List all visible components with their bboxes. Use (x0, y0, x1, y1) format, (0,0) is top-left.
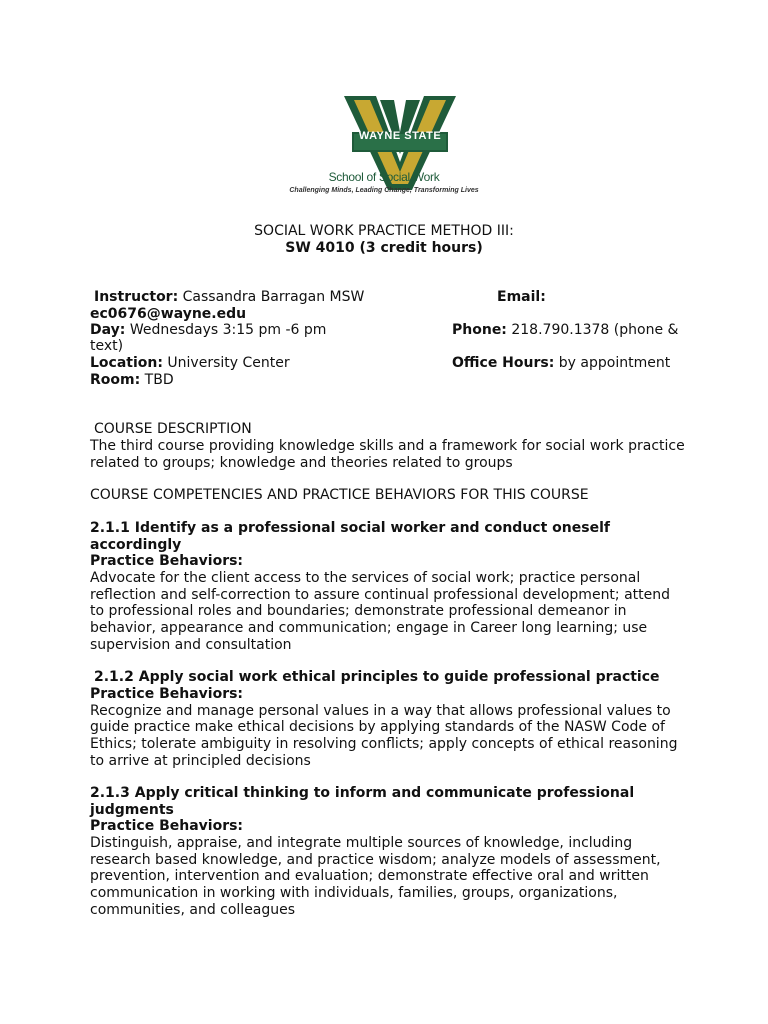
section-line: guide practice make ethical decisions by applying standards of the NASW Code of (90, 719, 665, 735)
section-title: accordingly (90, 537, 182, 553)
section-line: Ethics; tolerate ambiguity in resolving conflicts; apply concepts of ethical reasoning (90, 736, 678, 752)
section-line: to professional roles and boundaries; demonstrate professional demeanor in (90, 603, 627, 619)
logo-tagline: Challenging Minds, Leading Change, Transforming Lives (289, 187, 479, 194)
phone-continued: text) (90, 338, 124, 354)
office-hours-line: Office Hours: by appointment (452, 355, 671, 371)
section-line: communication in working with individuals, families, groups, organizations, (90, 885, 618, 901)
course-code: SW 4010 (3 credit hours) (285, 240, 483, 256)
section-title: judgments (90, 802, 174, 818)
room-line: Room: TBD (90, 372, 174, 388)
course-description-heading: COURSE DESCRIPTION (94, 421, 252, 437)
course-description-line: related to groups; knowledge and theories related to groups (90, 455, 513, 471)
instructor-line: Instructor: Cassandra Barragan MSW (94, 289, 365, 305)
practice-behaviors-label: Practice Behaviors: (90, 818, 244, 834)
wayne-state-logo (330, 92, 470, 202)
email-value[interactable]: ec0676@wayne.edu (90, 306, 247, 322)
competencies-heading: COURSE COMPETENCIES AND PRACTICE BEHAVIORS FOR THIS COURSE (90, 487, 589, 503)
section-line: prevention, intervention and evaluation; demonstrate effective oral and written (90, 868, 649, 884)
email-label: Email: (497, 289, 546, 305)
section-line: behavior, appearance and communication; engage in Career long learning; use (90, 620, 648, 636)
course-description-line: The third course providing knowledge skills and a framework for social work practice (90, 438, 685, 454)
phone-line: Phone: 218.790.1378 (phone & (452, 322, 679, 338)
section-title: 2.1.2 Apply social work ethical principles to guide professional practice (94, 669, 660, 685)
section-line: communities, and colleagues (90, 902, 296, 918)
logo-wordmark: WAYNE STATE (358, 130, 442, 142)
section-line: Advocate for the client access to the services of social work; practice personal (90, 570, 641, 586)
day-line: Day: Wednesdays 3:15 pm -6 pm (90, 322, 327, 338)
section-title: 2.1.3 Apply critical thinking to inform and communicate professional (90, 785, 635, 801)
section-line: Distinguish, appraise, and integrate multiple sources of knowledge, including (90, 835, 633, 851)
practice-behaviors-label: Practice Behaviors: (90, 553, 244, 569)
section-line: to arrive at principled decisions (90, 753, 311, 769)
section-line: reflection and self-correction to assure continual professional development; attend (90, 587, 671, 603)
location-line: Location: University Center (90, 355, 290, 371)
section-title: 2.1.1 Identify as a professional social worker and conduct oneself (90, 520, 610, 536)
section-line: research based knowledge, and practice wisdom; analyze models of assessment, (90, 852, 661, 868)
section-line: Recognize and manage personal values in a way that allows professional values to (90, 703, 671, 719)
section-line: supervision and consultation (90, 637, 292, 653)
logo-school-name: School of Social Work (328, 170, 440, 184)
course-title: SOCIAL WORK PRACTICE METHOD III: (254, 223, 514, 239)
practice-behaviors-label: Practice Behaviors: (90, 686, 244, 702)
